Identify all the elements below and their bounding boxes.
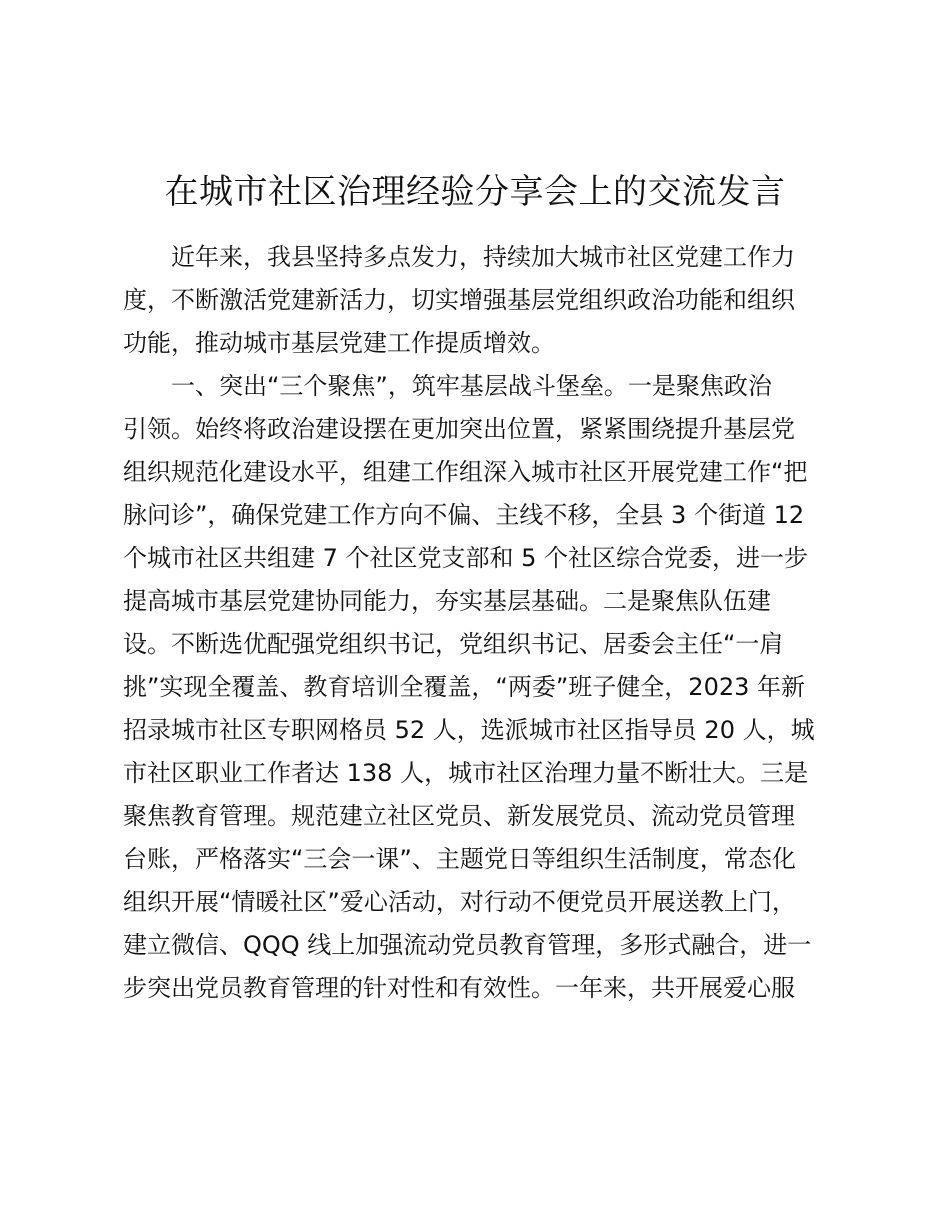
paragraph-line: 脉问诊”，确保党建工作方向不偏、主线不移，全县 3 个街道 12 [123, 501, 805, 529]
paragraph-line: 招录城市社区专职网格员 52 人，选派城市社区指导员 20 人，城 [123, 716, 815, 744]
paragraph-line: 组织开展“情暖社区”爱心活动，对行动不便党员开展送教上门， [123, 888, 796, 916]
paragraph-line: 设。不断选优配强党组织书记，党组织书记、居委会主任“一肩 [123, 630, 784, 658]
paragraph-line: 个城市社区共组建 7 个社区党支部和 5 个社区综合党委，进一步 [123, 544, 809, 572]
paragraph-line: 提高城市基层党建协同能力，夯实基层基础。二是聚焦队伍建 [123, 587, 771, 615]
paragraph-line: 市社区职业工作者达 138 人，城市社区治理力量不断壮大。三是 [123, 759, 809, 787]
paragraph-line: 挑”实现全覆盖、教育培训全覆盖，“两委”班子健全，2023 年新 [123, 673, 806, 701]
paragraph-line: 引领。始终将政治建设摆在更加突出位置，紧紧围绕提升基层党 [123, 415, 795, 443]
paragraph-line: 组织规范化建设水平，组建工作组深入城市社区开展党建工作“把 [123, 458, 808, 486]
paragraph-line: 功能，推动城市基层党建工作提质增效。 [123, 329, 555, 357]
paragraph-line: 建立微信、QQQ 线上加强流动党员教育管理，多形式融合，进一 [123, 931, 812, 959]
paragraph-line: 步突出党员教育管理的针对性和有效性。一年来，共开展爱心服 [123, 974, 795, 1002]
paragraph-line: 台账，严格落实“三会一课”、主题党日等组织生活制度，常态化 [123, 845, 796, 873]
document-title: 在城市社区治理经验分享会上的交流发言 [164, 172, 786, 212]
paragraph-line: 聚焦教育管理。规范建立社区党员、新发展党员、流动党员管理 [123, 802, 795, 830]
paragraph-line: 一、突出“三个聚焦”，筑牢基层战斗堡垒。一是聚焦政治 [171, 372, 772, 400]
paragraph-line: 近年来，我县坚持多点发力，持续加大城市社区党建工作力 [171, 243, 795, 271]
paragraph-line: 度，不断激活党建新活力，切实增强基层党组织政治功能和组织 [123, 286, 795, 314]
document-body [123, 236, 843, 1010]
